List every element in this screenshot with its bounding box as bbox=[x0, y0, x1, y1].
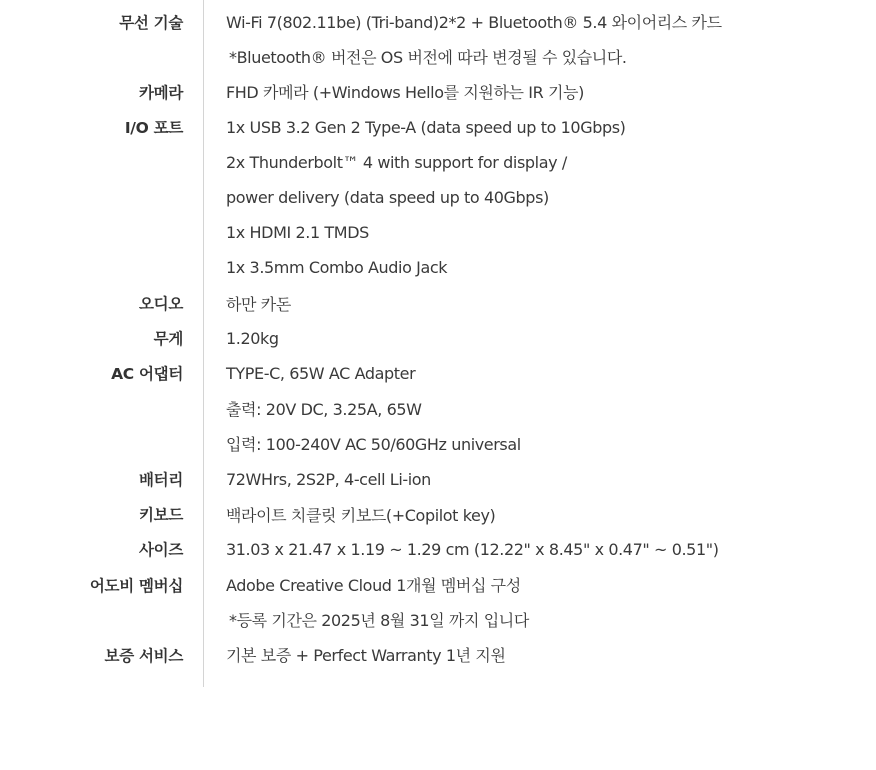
spec-value: 31.03 x 21.47 x 1.19 ~ 1.29 cm (12.22" x 8.45" x 0.47" ~ 0.51") bbox=[226, 539, 719, 559]
spec-table bbox=[0, 4, 876, 673]
spec-value: FHD 카메라 (+Windows Hello를 지원하는 IR 기능) bbox=[226, 83, 584, 103]
spec-label: 무게 bbox=[153, 330, 183, 349]
spec-value: 1x USB 3.2 Gen 2 Type-A (data speed up to 10Gbps) bbox=[226, 117, 626, 137]
spec-row-battery bbox=[0, 461, 876, 496]
spec-label: 카메라 bbox=[138, 83, 183, 102]
spec-value: 1x 3.5mm Combo Audio Jack bbox=[226, 258, 448, 278]
spec-label: AC 어댑터 bbox=[111, 365, 183, 384]
spec-row-ac-adapter bbox=[0, 356, 876, 391]
spec-value: *Bluetooth® 버전은 OS 버전에 따라 변경될 수 있습니다. bbox=[229, 48, 627, 68]
spec-value: 출력: 20V DC, 3.25A, 65W bbox=[226, 400, 422, 420]
spec-value: 입력: 100-240V AC 50/60GHz universal bbox=[226, 435, 521, 455]
spec-value: Wi-Fi 7(802.11be) (Tri-band)2*2 + Bluetooth® 5.4 와이어리스 카드 bbox=[226, 13, 722, 33]
spec-value: 2x Thunderbolt™ 4 with support for display / bbox=[226, 152, 567, 172]
spec-row-camera bbox=[0, 74, 876, 109]
spec-row-wireless-note bbox=[0, 39, 876, 74]
spec-row-wireless bbox=[0, 4, 876, 39]
spec-row-keyboard bbox=[0, 497, 876, 532]
spec-label: 키보드 bbox=[138, 506, 183, 525]
spec-row-adobe-note bbox=[0, 602, 876, 637]
spec-row-warranty bbox=[0, 637, 876, 672]
spec-row-io-ports-2 bbox=[0, 145, 876, 180]
spec-row-size bbox=[0, 532, 876, 567]
spec-value: Adobe Creative Cloud 1개월 멤버십 구성 bbox=[226, 576, 521, 596]
spec-label: 배터리 bbox=[138, 471, 183, 490]
spec-value: power delivery (data speed up to 40Gbps) bbox=[226, 188, 549, 208]
spec-row-ac-adapter-output bbox=[0, 391, 876, 426]
spec-row-io-ports bbox=[0, 110, 876, 145]
spec-value: 1x HDMI 2.1 TMDS bbox=[226, 223, 369, 243]
spec-value: 하만 카돈 bbox=[226, 294, 291, 314]
spec-value: *등록 기간은 2025년 8월 31일 까지 입니다 bbox=[229, 611, 529, 631]
spec-row-weight bbox=[0, 321, 876, 356]
spec-label: 무선 기술 bbox=[119, 13, 183, 32]
spec-value: TYPE-C, 65W AC Adapter bbox=[226, 363, 416, 383]
spec-row-ac-adapter-input bbox=[0, 426, 876, 461]
spec-row-adobe-membership bbox=[0, 567, 876, 602]
spec-row-audio bbox=[0, 286, 876, 321]
spec-label: I/O 포트 bbox=[124, 119, 183, 138]
spec-label: 어도비 멤버십 bbox=[89, 576, 183, 595]
spec-label: 사이즈 bbox=[138, 541, 183, 560]
spec-value: 기본 보증 + Perfect Warranty 1년 지원 bbox=[226, 646, 506, 666]
spec-row-io-ports-5 bbox=[0, 250, 876, 285]
spec-value: 1.20kg bbox=[226, 328, 279, 348]
spec-value: 72WHrs, 2S2P, 4-cell Li-ion bbox=[226, 469, 431, 489]
spec-label: 오디오 bbox=[138, 295, 183, 314]
spec-row-io-ports-4 bbox=[0, 215, 876, 250]
spec-value: 백라이트 치클릿 키보드(+Copilot key) bbox=[226, 505, 496, 525]
spec-label: 보증 서비스 bbox=[104, 646, 183, 665]
spec-row-io-ports-3 bbox=[0, 180, 876, 215]
